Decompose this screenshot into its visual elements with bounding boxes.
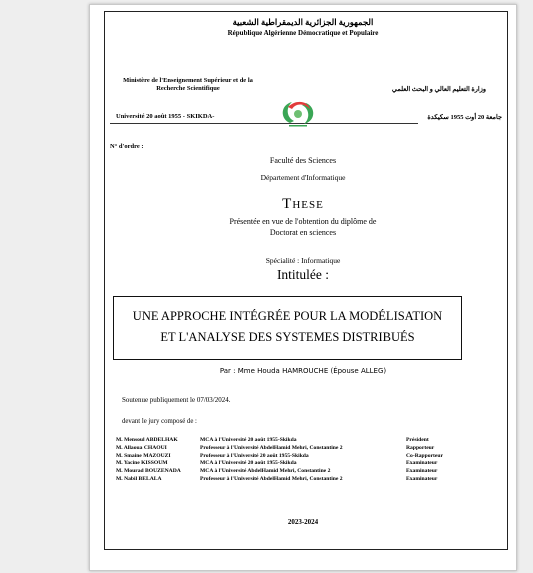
jury-member-role: Rapporteur bbox=[406, 444, 435, 451]
jury-row bbox=[116, 445, 491, 453]
jury-member-role: Examinateur bbox=[406, 475, 438, 482]
jury-member-desc: Professeur à l'Université AbdelHamid Mehri, Constantine 2 bbox=[200, 444, 343, 451]
university-arabic: جامعة 20 أوت 1955 سكيكدة bbox=[427, 114, 502, 121]
jury-row bbox=[116, 460, 491, 468]
thesis-title-line-2: ET L'ANALYSE DES SYSTEMES DISTRIBUÉS bbox=[160, 330, 415, 344]
document-page bbox=[89, 4, 517, 571]
presented-for-text bbox=[90, 216, 516, 238]
jury-member-name: M. Nabil BELALA bbox=[116, 475, 162, 482]
thesis-title-box bbox=[113, 296, 462, 360]
jury-member-role: Président bbox=[406, 437, 429, 443]
jury-member-desc: MCA à l'Université 20 août 1955-Skikda bbox=[200, 437, 297, 443]
jury-member-desc: MCA à l'Université 20 août 1955-Skikda bbox=[200, 460, 297, 467]
order-number-label: N° d'ordre : bbox=[110, 143, 144, 150]
defense-date: Soutenue publiquement le 07/03/2024. bbox=[122, 396, 231, 404]
jury-member-role: Examinateur bbox=[406, 460, 438, 467]
jury-row bbox=[116, 437, 491, 445]
university-french: Université 20 août 1955 - SKIKDA- bbox=[116, 113, 215, 120]
jury-member-name: M. Mourad BOUZENADA bbox=[116, 468, 181, 475]
jury-member-name: M. Mensoul ABDELHAK bbox=[116, 437, 178, 443]
jury-member-name: M. Smaine MAZOUZI bbox=[116, 452, 171, 459]
french-republic-heading: République Algérienne Démocratique et Populaire bbox=[227, 29, 379, 37]
author-line: Par : Mme Houda HAMROUCHE (Épouse ALLEG) bbox=[219, 367, 387, 375]
jury-member-role: Examinateur bbox=[406, 468, 438, 475]
entitled-label: Intitulée : bbox=[276, 267, 330, 282]
presented-line-1: Présentée en vue de l'obtention du diplôme de bbox=[229, 217, 377, 226]
jury-row bbox=[116, 453, 491, 461]
jury-member-desc: MCA à l'Université AbdelHamid Mehri, Constantine 2 bbox=[200, 468, 331, 475]
header-divider bbox=[110, 123, 418, 124]
presented-line-2: Doctorat en sciences bbox=[269, 228, 337, 237]
jury-intro: devant le jury composé de : bbox=[122, 418, 197, 425]
faculty-name: Faculté des Sciences bbox=[269, 156, 337, 165]
ministry-arabic: وزارة التعليم العالي و البحث العلمي bbox=[391, 86, 486, 93]
thesis-title-line-1: UNE APPROCHE INTÉGRÉE POUR LA MODÉLISATION bbox=[132, 309, 443, 323]
department-name: Département d'Informatique bbox=[260, 173, 346, 182]
specialty-text: Spécialité : Informatique bbox=[265, 256, 341, 265]
jury-row bbox=[116, 468, 491, 476]
jury-member-desc: Professeur à l'Université 20 août 1955-Skikda bbox=[200, 452, 309, 459]
ministry-french: Ministère de l'Enseignement Supérieur et de la Recherche Scientifique bbox=[123, 77, 253, 92]
university-logo-icon bbox=[276, 97, 320, 129]
jury-member-name: M. Yacine KISSOUM bbox=[116, 460, 168, 467]
jury-list bbox=[116, 437, 491, 484]
jury-member-role: Co-Rapporteur bbox=[406, 452, 443, 459]
jury-row bbox=[116, 476, 491, 484]
jury-member-name: M. Allaoua CHAOUI bbox=[116, 444, 167, 451]
arabic-republic-heading: الجمهورية الجزائرية الديمقراطية الشعبية bbox=[232, 17, 374, 27]
document-type-title: These bbox=[282, 196, 324, 212]
jury-member-desc: Professeur à l'Université AbdelHamid Mehri, Constantine 2 bbox=[200, 475, 343, 482]
academic-year: 2023-2024 bbox=[287, 518, 319, 526]
